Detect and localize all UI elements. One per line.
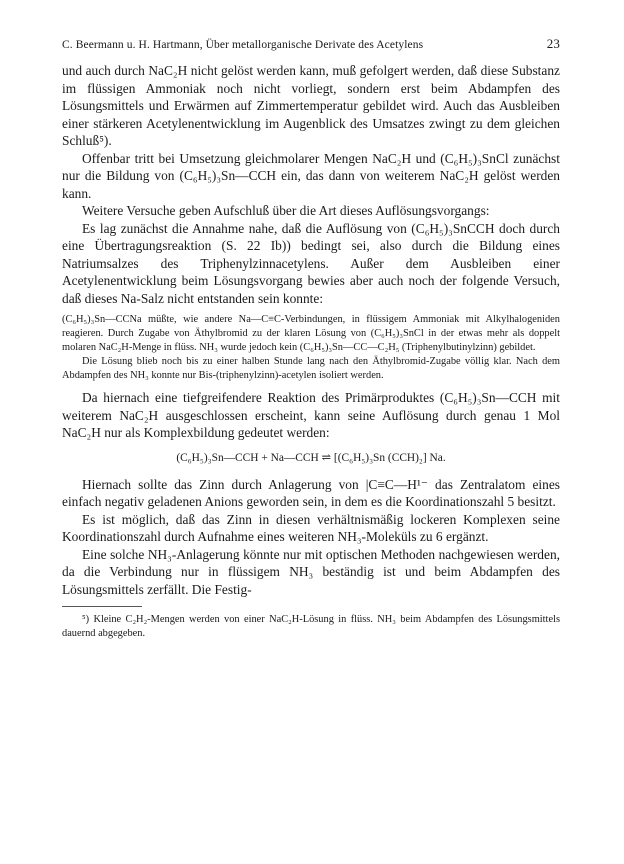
small-paragraph-1: (C₆H₅)₃Sn—CCNa müßte, wie andere Na—C≡C-Verbindungen, in flüssigem Ammoniak mit Alkylhalogeniden reagieren. Durch Zugabe von Äthylbromid zu der klaren Lösung von (C₆H₅)₃SnCl in der etwas mehr als doppelt molaren NaC₂H-Menge in flüss. NH₃ wurde jedoch kein (C₆H₅)₃Sn—CC—C₂H₅ (Triphenylbutinylzinn) gebildet. (62, 314, 560, 353)
paragraph-5: Da hiernach eine tiefgreifendere Reaktion des Primärproduktes (C₆H₅)₃Sn—CCH mit weiterem NaC₂H ausgeschlossen erscheint, kann seine Auflösung durch genau 1 Mol NaC₂H nur als Komplexbildung gedeutet werden: (62, 390, 560, 440)
experimental-note (62, 313, 560, 383)
paragraph-1: und auch durch NaC₂H nicht gelöst werden kann, muß gefolgert werden, daß diese Substanz im flüssigen Ammoniak noch nicht vorliegt, sondern erst beim Abdampfen des Lösungsmittels und Erwärmen auf Zimmertemperatur gebildet wird. Auch das Ausbleiben einer stärkeren Acetylenentwicklung im Augenblick des Umsatzes zwingt zu dem gleichen Schluß⁵). (62, 63, 560, 148)
running-header (62, 36, 560, 52)
reaction-equation: (C₆H₅)₃Sn—CCH + Na—CCH ⇌ [(C₆H₅)₃Sn (CCH)₂] Na. (176, 451, 446, 464)
running-title: C. Beermann u. H. Hartmann, Über metallorganische Derivate des Acetylens (62, 39, 424, 51)
paragraph-4: Es lag zunächst die Annahme nahe, daß die Auflösung von (C₆H₅)₃SnCCH doch durch eine Übertragungsreaktion (S. 22 Ib)) bedingt sei, also durch die Bildung eines Natriumsalzes des Triphenylzinnacetylens. Außer dem Ausbleiben einer Acetylenentwicklung beim Lösungsvorgang bewies aber auch noch der folgende Versuch, daß dieses Na-Salz nicht entstanden sein konnte: (62, 220, 560, 306)
small-paragraph-2: Die Lösung blieb noch bis zu einer halben Stunde lang nach den Äthylbromid-Zugabe völlig klar. Nach dem Abdampfen des NH₃ konnte nur Bis-(triphenylzinn)-acetylen isoliert werden. (62, 356, 560, 381)
footnote: ⁵) Kleine C₂H₂-Mengen werden von einer NaC₂H-Lösung in flüss. NH₃ beim Abdampfen des Lösungsmittels dauernd abgegeben. (62, 614, 560, 639)
footnote-divider (62, 606, 142, 607)
paragraph-7: Es ist möglich, daß das Zinn in diesen verhältnismäßig lockeren Komplexen seine Koordinationszahl durch Aufnahme eines weiteren NH₃-Moleküls zu 6 ergänzt. (62, 511, 560, 544)
paragraph-3: Weitere Versuche geben Aufschluß über die Art dieses Auflösungsvorgangs: (82, 203, 490, 218)
paragraph-2: Offenbar tritt bei Umsetzung gleichmolarer Mengen NaC₂H und (C₆H₅)₃SnCl zunächst nur die Bildung von (C₆H₅)₃Sn—CCH ein, das dann von weiterem NaC₂H gelöst werden kann. (62, 150, 560, 201)
page-number: 23 (546, 36, 560, 51)
paragraph-8: Eine solche NH₃-Anlagerung könnte nur mit optischen Methoden nachgewiesen werden, da die Verbindung nur in flüssigem NH₃ beständig ist und beim Abdampfen des Lösungsmittels zerfällt. Die Festig- (62, 546, 560, 597)
page (62, 36, 560, 641)
paragraph-6: Hiernach sollte das Zinn durch Anlagerung von |C≡C—H¹⁻ das Zentralatom eines einfach negativ geladenen Anions geworden sein, in dem es die Koordinationszahl 5 besitzt. (62, 476, 560, 509)
